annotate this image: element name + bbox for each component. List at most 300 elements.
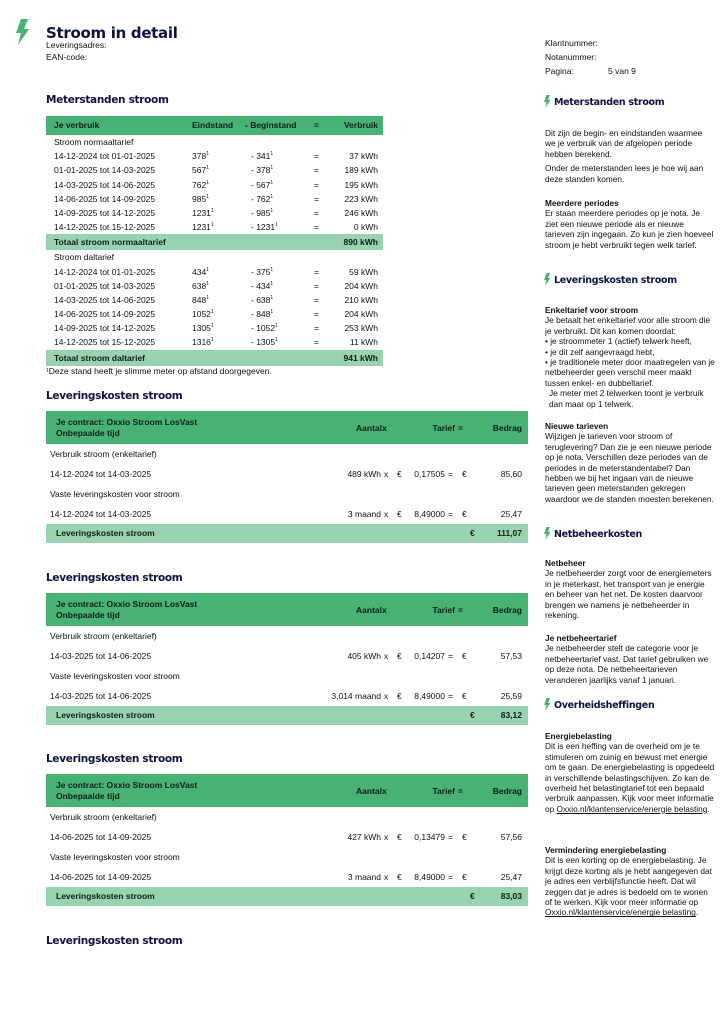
sidebar-single-rate	[545, 305, 715, 409]
end-value: 378	[192, 151, 207, 162]
contract-name: Je contract: Oxxio Stroom LosVast	[56, 599, 198, 609]
page-label: Pagina:	[545, 66, 574, 76]
contract-info	[56, 599, 197, 620]
total-row-dal	[46, 350, 383, 366]
end-value: 638	[192, 280, 207, 291]
usage: 204 kWh	[344, 280, 378, 291]
footnote-mark: 1	[270, 266, 274, 273]
fixed-label-row	[46, 847, 528, 867]
table-row	[46, 307, 383, 321]
footnote-mark: 1	[210, 222, 214, 229]
table-row	[46, 867, 528, 887]
begin-reading	[251, 206, 273, 220]
begin-value: - 638	[251, 294, 271, 305]
period: 14-12-2025 tot 15-12-2025	[54, 222, 156, 233]
equals: =	[448, 832, 453, 842]
footnote-mark: 1	[210, 309, 214, 316]
table-row	[46, 206, 383, 220]
amount: 25,59	[500, 691, 522, 701]
end-value: 434	[192, 266, 207, 277]
period: 01-01-2025 tot 14-03-2025	[54, 280, 156, 291]
sidebar-grid-rate	[545, 633, 715, 689]
total-value: 941 kWh	[343, 352, 378, 363]
row-label: Vaste leveringskosten voor stroom	[50, 489, 180, 499]
begin-value: - 341	[251, 151, 271, 162]
footnote-mark: 1	[275, 323, 278, 330]
equals: =	[314, 193, 319, 204]
end-reading	[192, 279, 209, 293]
equals: =	[314, 266, 319, 277]
footnote-mark: 1	[270, 280, 274, 287]
paragraph: Je netbeheerder zorgt voor de energiemeters in je meterkast, het transport van je energie en beheer van het net. De kosten daarvoor brengen we namens je netbeheerder in rekening.	[545, 568, 712, 621]
table-row	[46, 293, 383, 307]
euro-sign: €	[397, 691, 402, 701]
table-row	[46, 686, 528, 706]
begin-reading	[251, 178, 273, 192]
equals: =	[314, 280, 319, 291]
quantity: 427 kWh	[347, 832, 381, 842]
rate: 0,17505	[414, 469, 445, 479]
sidebar-energy-tax	[545, 731, 715, 818]
period: 14-06-2025 tot 14-09-2025	[54, 309, 156, 320]
paragraph: Dit is een korting op de energiebelasting. Je krijgt deze korting als je hebt aangegeven dat je adres een verblijfsfunctie heeft. Dat wil zeggen dat je adres is bedoeld om te wonen of te werken. Kijk voor meer informatie op	[545, 855, 712, 908]
usage: 59 kWh	[349, 266, 378, 277]
footnote-mark: 1	[210, 323, 214, 330]
subheading: Meerdere periodes	[545, 198, 619, 208]
table-row	[46, 178, 383, 192]
footnote-mark: 1	[206, 165, 209, 172]
sidebar-meter-title: Meterstanden stroom	[554, 97, 665, 108]
euro-sign: €	[397, 832, 402, 842]
subheading: Enkeltarief voor stroom	[545, 305, 639, 315]
times: x	[384, 651, 389, 661]
table-row	[46, 321, 383, 335]
amount: 57,56	[500, 832, 522, 842]
col-header-equals: =	[314, 120, 319, 130]
table-row	[46, 265, 383, 279]
row-label: Vaste leveringskosten voor stroom	[50, 852, 180, 862]
usage: 37 kWh	[349, 151, 378, 162]
end-reading	[192, 220, 214, 234]
equals: =	[314, 165, 319, 176]
col-header-times: x	[382, 605, 387, 615]
col-header-times: x	[382, 786, 387, 796]
amount: 85,60	[500, 469, 522, 479]
total-row	[46, 524, 528, 543]
begin-reading	[251, 265, 273, 279]
begin-reading	[251, 220, 278, 234]
euro-sign: €	[462, 509, 467, 519]
table-row	[46, 149, 383, 163]
footnote-text: Deze stand heeft je slimme meter op afstand doorgegeven.	[48, 366, 272, 376]
usage: 204 kWh	[344, 309, 378, 320]
lightning-bolt-icon	[543, 698, 551, 711]
begin-value: - 434	[251, 280, 271, 291]
euro-sign: €	[462, 691, 467, 701]
total-label: Leveringskosten stroom	[56, 528, 155, 538]
end-reading	[192, 293, 209, 307]
footnote-mark: 1	[270, 193, 274, 200]
contract-duration: Onbepaalde tijd	[56, 790, 120, 801]
end-reading	[192, 206, 214, 220]
usage: 223 kWh	[344, 193, 378, 204]
footnote-mark: 1	[275, 337, 278, 344]
col-header-equals: =	[458, 786, 463, 796]
footnote-mark: 1	[210, 337, 214, 344]
fixed-label-row	[46, 666, 528, 686]
row-label: Verbruik stroom (enkeltarief)	[50, 631, 157, 641]
col-header-times: x	[382, 423, 387, 433]
rate: 0,13479	[414, 832, 445, 842]
sidebar-grid-title: Netbeheerkosten	[554, 529, 643, 540]
contract-name: Je contract: Oxxio Stroom LosVast	[56, 780, 198, 790]
end-reading	[192, 192, 209, 206]
usage: 195 kWh	[344, 179, 378, 190]
delivery-costs-title: Leveringskosten stroom	[46, 572, 183, 584]
begin-reading	[251, 192, 273, 206]
equals: =	[314, 309, 319, 320]
table-row	[46, 464, 528, 484]
subheading: Netbeheer	[545, 558, 586, 568]
col-header-quantity: Aantal	[356, 605, 382, 615]
usage: 11 kWh	[349, 337, 378, 348]
contract-info	[56, 417, 197, 438]
amount: 57,53	[500, 651, 522, 661]
end-value: 848	[192, 294, 207, 305]
invoice-number	[545, 52, 597, 62]
euro-sign: €	[397, 872, 402, 882]
begin-reading	[251, 307, 273, 321]
col-header-begin: - Beginstand	[245, 120, 297, 130]
sidebar-delivery-title: Leveringskosten stroom	[554, 275, 677, 286]
bullet-item: • je traditionele meter door maatregelen van je netbeheerder geen verschil meer maakt tussen enkel- en dubbeltarief.	[545, 357, 715, 388]
footnote-mark: 1	[270, 165, 274, 172]
euro-sign: €	[470, 528, 475, 538]
usage: 253 kWh	[344, 323, 378, 334]
table-row	[46, 335, 383, 349]
total-label: Totaal stroom normaaltarief	[54, 237, 166, 248]
col-header-end: Eindstand	[192, 120, 234, 130]
usage-label-row	[46, 626, 528, 646]
equals: =	[314, 294, 319, 305]
begin-value: - 375	[251, 266, 271, 277]
contract-info	[56, 780, 197, 801]
total-value: 83,03	[500, 891, 522, 901]
begin-reading	[251, 149, 273, 163]
period: 14-12-2024 tot 01-01-2025	[54, 151, 156, 162]
euro-sign: €	[462, 872, 467, 882]
meter-readings-table	[46, 116, 383, 366]
subheading: Nieuwe tarieven	[545, 421, 609, 431]
euro-sign: €	[462, 651, 467, 661]
paragraph: Dit zijn de begin- en eindstanden waarmee we je verbruik van de afgelopen periode hebben berekend.	[545, 128, 703, 159]
subheading: Je netbeheertarief	[545, 633, 617, 643]
equals: =	[448, 469, 453, 479]
end-reading	[192, 321, 214, 335]
period: 14-03-2025 tot 14-06-2025	[54, 179, 156, 190]
end-value: 1316	[192, 337, 211, 348]
equals: =	[448, 651, 453, 661]
quantity: 3 maand	[347, 509, 381, 519]
col-header-consumption: Verbruik	[343, 120, 378, 130]
sidebar-multiple-periods	[545, 198, 715, 254]
equals: =	[314, 207, 319, 218]
paragraph: Dit is een heffing van de overheid om je te stimuleren om zuinig en bewust met energie om te gaan. De energiebelasting is opgedeeld in verschillende belastingschijven. Zo kan de overheid het belastingtarief tot een bepaald verbruik aanpassen. Kijk voor meer informatie op	[545, 741, 715, 814]
row-label: Vaste leveringskosten voor stroom	[50, 671, 180, 681]
footnote-mark: 1	[270, 179, 274, 186]
sidebar-meter-text	[545, 128, 715, 188]
paragraph: Er staan meerdere periodes op je nota. Je ziet een nieuwe periode als er nieuwe tarieven zijn ingegaan. Zo kun je zien hoeveel stroom je hebt verbruikt tegen welk tarief.	[545, 208, 714, 250]
total-value: 890 kWh	[343, 237, 378, 248]
table-header	[46, 774, 528, 807]
quantity: 489 kWh	[347, 469, 381, 479]
total-label: Leveringskosten stroom	[56, 710, 155, 720]
lightning-bolt-icon	[543, 273, 551, 286]
total-row	[46, 706, 528, 725]
times: x	[384, 509, 389, 519]
begin-value: - 848	[251, 309, 271, 320]
paragraph: Wijzigen je tarieven voor stroom of teruglevering? Dan zie je een nieuwe periode op je nota. Verschillen deze periodes van de periodes in de meterstandentabel? Dan hebben we bij het ingaan van de nieuwe tarieven geen meterstanden gekregen waardoor we de standen moesten berekenen.	[545, 431, 714, 504]
amount: 25,47	[500, 872, 522, 882]
paragraph: Je meter met 2 telwerken toont je verbruik dan maar op 1 telwerk.	[549, 388, 704, 409]
end-value: 762	[192, 179, 207, 190]
euro-sign: €	[462, 832, 467, 842]
col-header-equals: =	[458, 423, 463, 433]
footnote-mark: 1	[270, 309, 274, 316]
col-header-quantity: Aantal	[356, 423, 382, 433]
page-title: Stroom in detail	[46, 24, 178, 42]
col-header-equals: =	[458, 605, 463, 615]
total-label: Totaal stroom daltarief	[54, 352, 145, 363]
period: 14-12-2024 tot 01-01-2025	[54, 266, 156, 277]
begin-reading	[251, 279, 273, 293]
begin-value: - 985	[251, 207, 271, 218]
table-row	[46, 220, 383, 234]
period-mark: .	[707, 803, 710, 814]
delivery-costs-title: Leveringskosten stroom	[46, 390, 183, 402]
usage: 246 kWh	[344, 207, 378, 218]
group-label: Stroom normaaltarief	[54, 137, 134, 147]
table-row	[46, 504, 528, 524]
period: 14-06-2025 tot 14-09-2025	[54, 193, 156, 204]
table-row	[46, 163, 383, 177]
subheading: Energiebelasting	[545, 731, 612, 741]
times: x	[384, 469, 389, 479]
footnote-mark: 1	[210, 207, 214, 214]
col-header-rate: Tarief	[432, 605, 455, 615]
usage: 0 kWh	[353, 222, 378, 233]
equals: =	[448, 872, 453, 882]
col-header-quantity: Aantal	[356, 786, 382, 796]
footnote-mark: 1	[270, 294, 274, 301]
period: 14-03-2025 tot 14-06-2025	[50, 691, 152, 701]
bullet-item: • je stroommeter 1 (actief) telwerk heeft,	[545, 336, 692, 347]
customer-number-label: Klantnummer:	[545, 38, 598, 48]
group-label: Stroom daltarief	[54, 252, 114, 263]
end-value: 985	[192, 193, 207, 204]
equals: =	[448, 691, 453, 701]
end-reading	[192, 265, 209, 279]
bullet-item: • je dit zelf aangevraagd hebt,	[545, 346, 655, 357]
end-value: 1305	[192, 323, 211, 334]
period: 14-09-2025 tot 14-12-2025	[54, 207, 156, 218]
subheading: Vermindering energiebelasting	[545, 845, 667, 855]
period: 14-12-2024 tot 14-03-2025	[50, 469, 152, 479]
times: x	[384, 832, 389, 842]
quantity: 405 kWh	[347, 651, 381, 661]
lightning-bolt-icon	[543, 527, 551, 540]
period: 14-12-2024 tot 14-03-2025	[50, 509, 152, 519]
euro-sign: €	[397, 509, 402, 519]
rate: 8,49000	[414, 691, 445, 701]
delivery-costs-table	[46, 593, 528, 725]
ean-code-label: EAN-code:	[46, 52, 88, 62]
sidebar-tax-title: Overheidsheffingen	[554, 700, 655, 711]
equals: =	[314, 222, 319, 233]
begin-value: - 1305	[251, 337, 276, 348]
rate: 8,49000	[414, 872, 445, 882]
footnote-mark: 1	[275, 222, 278, 229]
table-row	[46, 827, 528, 847]
end-value: 1231	[192, 222, 211, 233]
times: x	[384, 872, 389, 882]
total-label: Leveringskosten stroom	[56, 891, 155, 901]
begin-reading	[251, 335, 278, 349]
equals: =	[314, 179, 319, 190]
contract-name: Je contract: Oxxio Stroom LosVast	[56, 417, 198, 427]
contract-duration: Onbepaalde tijd	[56, 609, 120, 620]
begin-reading	[251, 293, 273, 307]
euro-sign: €	[397, 469, 402, 479]
footnote-mark: 1	[206, 151, 209, 158]
period-mark: .	[695, 907, 699, 918]
end-reading	[192, 149, 209, 163]
table-header	[46, 411, 528, 444]
sidebar-tax-reduction	[545, 845, 715, 922]
amount: 25,47	[500, 509, 522, 519]
sidebar-grid-management	[545, 558, 715, 624]
delivery-costs-table	[46, 411, 528, 543]
footnote-mark: 1	[270, 207, 274, 214]
equals: =	[314, 151, 319, 162]
col-header-amount: Bedrag	[492, 605, 522, 615]
row-label: Verbruik stroom (enkeltarief)	[50, 449, 157, 459]
times: x	[384, 691, 389, 701]
customer-number	[545, 38, 598, 48]
footnote	[46, 366, 272, 376]
delivery-address-label: Leveringsadres:	[46, 40, 107, 50]
begin-value: - 1231	[251, 222, 276, 233]
period: 14-09-2025 tot 14-12-2025	[54, 323, 156, 334]
col-header-amount: Bedrag	[492, 423, 522, 433]
fixed-label-row	[46, 484, 528, 504]
delivery-costs-table	[46, 774, 528, 906]
col-header-usage: Je verbruik	[54, 120, 100, 130]
footnote-mark: 1	[206, 193, 209, 200]
euro-sign: €	[462, 469, 467, 479]
delivery-costs-title: Leveringskosten stroom	[46, 935, 183, 947]
end-reading	[192, 163, 209, 177]
euro-sign: €	[470, 891, 475, 901]
group-label-dal	[46, 250, 383, 264]
invoice-number-label: Notanummer:	[545, 52, 597, 62]
usage: 189 kWh	[344, 165, 378, 176]
begin-value: - 762	[251, 193, 271, 204]
group-label-normal	[46, 135, 383, 149]
footnote-mark: 1	[206, 294, 209, 301]
table-row	[46, 192, 383, 206]
tax-reduction-link[interactable]: Oxxio.nl/klantenservice/energie belasting	[545, 907, 696, 918]
usage: 210 kWh	[344, 294, 378, 305]
table-header	[46, 593, 528, 626]
usage-label-row	[46, 444, 528, 464]
period: 14-12-2025 tot 15-12-2025	[54, 337, 156, 348]
total-value: 83,12	[500, 710, 522, 720]
rate: 8,49000	[414, 509, 445, 519]
equals: =	[314, 337, 319, 348]
begin-value: - 378	[251, 165, 271, 176]
total-value: 111,07	[496, 528, 522, 538]
end-value: 1231	[192, 207, 211, 218]
meter-readings-title: Meterstanden stroom	[46, 94, 169, 106]
euro-sign: €	[397, 651, 402, 661]
period: 01-01-2025 tot 14-03-2025	[54, 165, 156, 176]
footnote-mark: 1	[206, 179, 209, 186]
begin-reading	[251, 163, 273, 177]
delivery-costs-title: Leveringskosten stroom	[46, 753, 183, 765]
contract-duration: Onbepaalde tijd	[56, 427, 120, 438]
page-value: 5 van 9	[608, 66, 636, 76]
footnote-mark: 1	[206, 266, 209, 273]
end-reading	[192, 307, 214, 321]
sidebar-new-rates	[545, 421, 715, 508]
energy-tax-link[interactable]: Oxxio.nl/klantenservice/energie belasting	[556, 803, 708, 814]
footnote-mark: 1	[46, 368, 49, 374]
page-indicator	[545, 66, 636, 76]
equals: =	[314, 323, 319, 334]
col-header-amount: Bedrag	[492, 786, 522, 796]
begin-reading	[251, 321, 278, 335]
end-reading	[192, 178, 209, 192]
period: 14-03-2025 tot 14-06-2025	[54, 294, 156, 305]
period: 14-06-2025 tot 14-09-2025	[50, 872, 152, 882]
lightning-bolt-icon	[15, 19, 29, 45]
end-reading	[192, 335, 214, 349]
table-row	[46, 279, 383, 293]
col-header-rate: Tarief	[432, 423, 455, 433]
total-row-normal	[46, 234, 383, 250]
paragraph: Je betaalt het enkeltarief voor alle stroom die je verbruikt. Dit kan komen doordat:	[545, 315, 711, 336]
col-header-rate: Tarief	[432, 786, 455, 796]
footnote-mark: 1	[206, 280, 209, 287]
row-label: Verbruik stroom (enkeltarief)	[50, 812, 157, 822]
euro-sign: €	[470, 710, 475, 720]
total-row	[46, 887, 528, 906]
quantity: 3,014 maand	[331, 691, 381, 701]
equals: =	[448, 509, 453, 519]
begin-value: - 1052	[251, 323, 276, 334]
period: 14-03-2025 tot 14-06-2025	[50, 651, 152, 661]
period: 14-06-2025 tot 14-09-2025	[50, 832, 152, 842]
footnote-mark: 1	[270, 151, 274, 158]
begin-value: - 567	[251, 179, 271, 190]
lightning-bolt-icon	[543, 95, 551, 108]
rate: 0,14207	[414, 651, 445, 661]
usage-label-row	[46, 807, 528, 827]
end-value: 1052	[192, 309, 211, 320]
table-row	[46, 646, 528, 666]
paragraph: Je netbeheerder stelt de categorie voor je netbeheertarief vast. Dat tarief gebruiken we op deze nota. De netbeheertarieven veranderen jaarlijks vanaf 1 januari.	[545, 643, 709, 685]
